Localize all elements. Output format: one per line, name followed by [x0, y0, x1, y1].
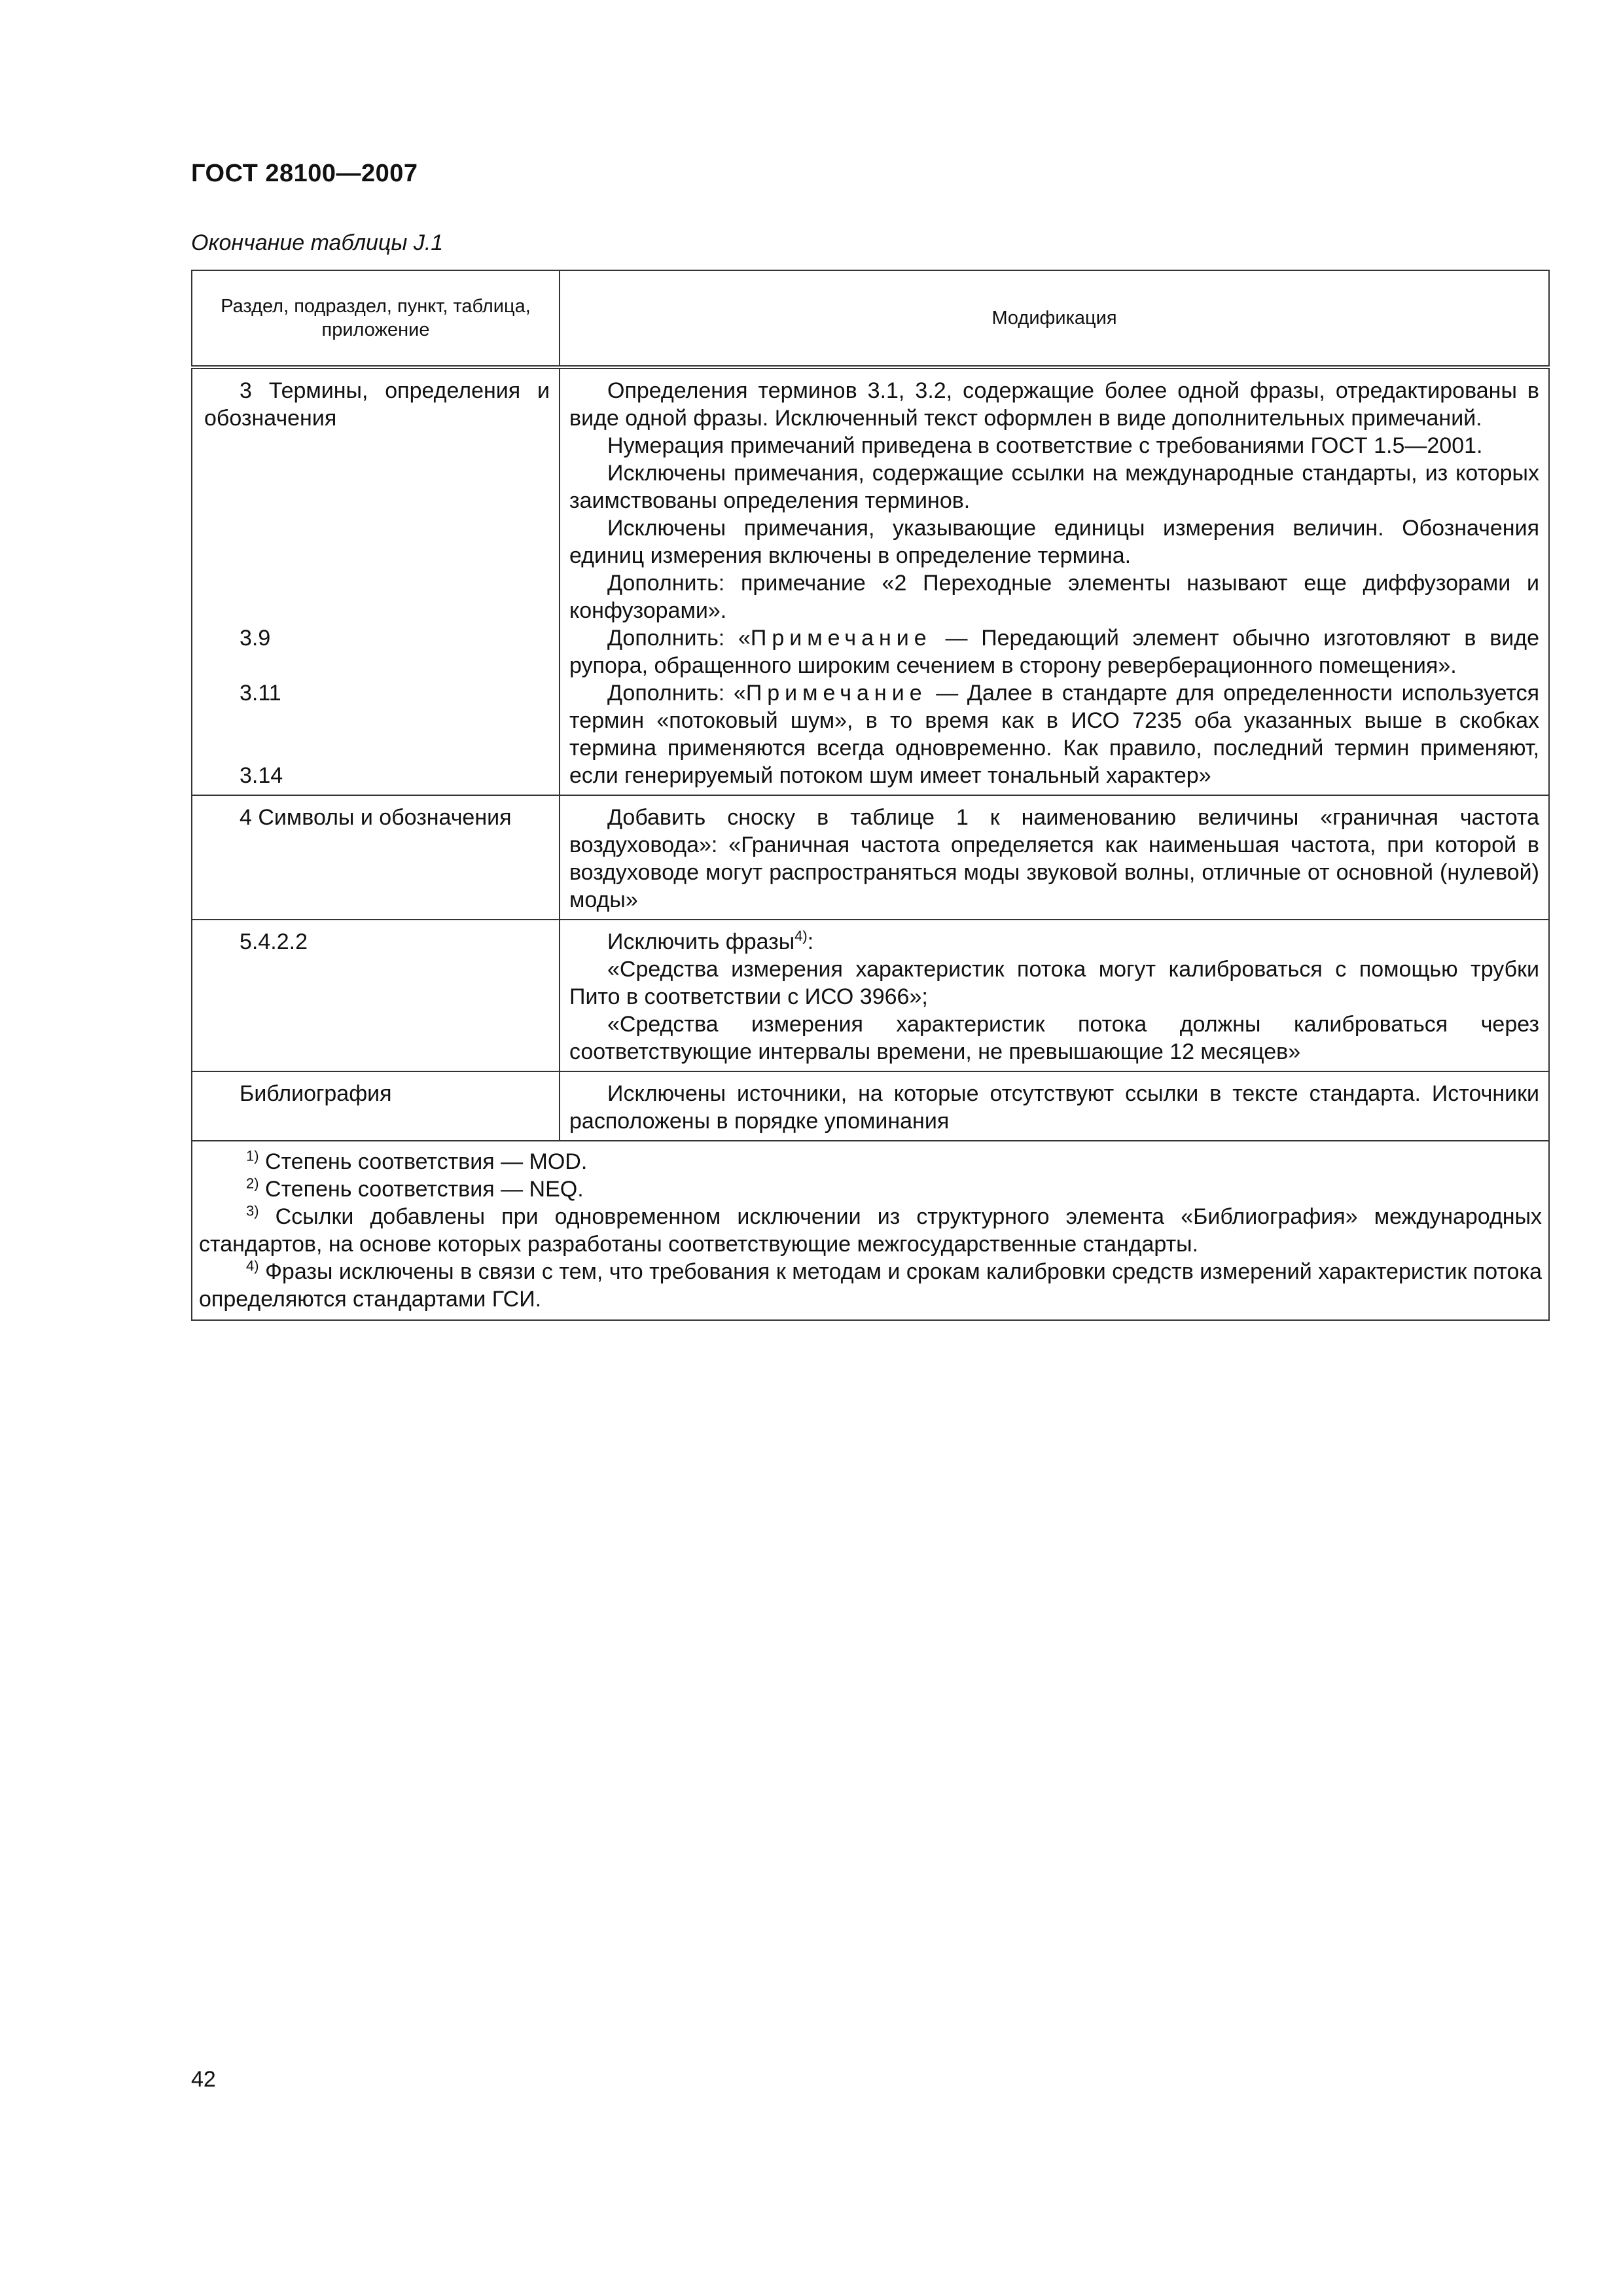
footnote-text: Ссылки добавлены при одновременном исключении из структурного элемента «Библиография» международных стандартов, на основе которых разработаны соответствующие межгосударственные стандарты. — [199, 1204, 1542, 1257]
spacer — [204, 707, 550, 762]
text: Исключить фразы — [607, 929, 795, 954]
modification-paragraph — [569, 679, 1539, 789]
item-label: 3.9 — [240, 626, 271, 651]
text: — Передающий элемент обычно изготовляют в виде рупора, обращенного широким сечением в сторону реверберационного помещения». — [569, 626, 1539, 678]
footnote-text: Фразы исключены в связи с тем, что требования к методам и срокам калибровки средств измерений характеристик потока определяются стандартами ГСИ. — [199, 1259, 1542, 1312]
column-header-section: Раздел, подраздел, пункт, таблица, приложение — [192, 270, 560, 367]
modifications-table — [191, 270, 1550, 1321]
modification-paragraph: Исключены примечания, содержащие ссылки на международные стандарты, из которых заимствованы определения терминов. — [569, 461, 1539, 513]
row-modification-cell — [560, 1071, 1549, 1141]
row-modification-cell — [560, 795, 1549, 920]
footnote-mark: 3) — [246, 1202, 259, 1219]
note-word: Примечание — [750, 626, 932, 651]
modification-paragraph: «Средства измерения характеристик потока могут калиброваться с помощью трубки Пито в соответствии с ИСО 3966»; — [569, 957, 1539, 1009]
footnote — [199, 1175, 1542, 1203]
footnotes-row — [192, 1141, 1549, 1320]
modification-paragraph: Определения терминов 3.1, 3.2, содержащие более одной фразы, отредактированы в виде одной фразы. Исключенный текст оформлен в виде дополнительных примечаний. — [569, 378, 1539, 431]
row-section-cell — [192, 367, 560, 795]
table-caption: Окончание таблицы J.1 — [191, 230, 444, 255]
section-label: 4 Символы и обозначения — [240, 805, 512, 830]
spacer — [204, 432, 550, 624]
row-modification-cell — [560, 367, 1549, 795]
table-row — [192, 795, 1549, 920]
row-section-cell — [192, 920, 560, 1071]
text: Дополнить: « — [607, 626, 751, 651]
column-header-modification: Модификация — [560, 270, 1549, 367]
footnote-text: Степень соответствия — NEQ. — [259, 1177, 584, 1202]
spacer — [204, 652, 550, 679]
table-row — [192, 1071, 1549, 1141]
section-label: 5.4.2.2 — [240, 929, 308, 954]
modification-paragraph — [569, 928, 1539, 956]
footnote — [199, 1148, 1542, 1175]
modification-paragraph: Исключены примечания, указывающие единицы измерения величин. Обозначения единиц измерения включены в определение термина. — [569, 516, 1539, 568]
modification-paragraph: Добавить сноску в таблице 1 к наименованию величины «граничная частота воздуховода»: «Граничная частота определяется как наименьшая частота, при которой в воздуховоде могут распространяться моды звуковой волны, отличные от основной (нулевой) моды» — [569, 805, 1539, 912]
row-modification-cell — [560, 920, 1549, 1071]
table-row — [192, 367, 1549, 795]
text: : — [807, 929, 814, 954]
section-label: Библиография — [240, 1081, 392, 1106]
table-row — [192, 920, 1549, 1071]
modification-paragraph: Дополнить: примечание «2 Переходные элементы называют еще диффузорами и конфузорами». — [569, 571, 1539, 623]
footnote-ref: 4) — [794, 927, 808, 944]
section-label: 3 Термины, определения и обозначения — [204, 378, 550, 431]
table-header-row — [192, 270, 1549, 367]
text: — Далее в стандарте для определенности используется термин «потоковый шум», в то время как в ИСО 7235 оба указанных выше в скобках термина применяются всегда одновременно. Как правило, последний термин применяют, если генерируемый потоком шум имеет тональный характер» — [569, 681, 1539, 788]
note-word: Примечание — [745, 681, 927, 706]
row-section-cell — [192, 1071, 560, 1141]
modification-paragraph — [569, 624, 1539, 679]
modification-paragraph: Исключены источники, на которые отсутствуют ссылки в тексте стандарта. Источники расположены в порядке упоминания — [569, 1081, 1539, 1134]
footnote-mark: 1) — [246, 1147, 259, 1164]
row-section-cell — [192, 795, 560, 920]
item-label: 3.11 — [240, 681, 281, 706]
footnote-mark: 4) — [246, 1257, 259, 1274]
item-label: 3.14 — [240, 763, 283, 788]
footnote — [199, 1258, 1542, 1313]
document-code: ГОСТ 28100—2007 — [191, 160, 418, 187]
footnote-text: Степень соответствия — MOD. — [259, 1149, 588, 1174]
modification-paragraph: «Средства измерения характеристик потока должны калиброваться через соответствующие интервалы времени, не превышающие 12 месяцев» — [569, 1012, 1539, 1064]
footnote — [199, 1203, 1542, 1258]
page-number: 42 — [191, 2067, 216, 2092]
footnotes-cell — [192, 1141, 1549, 1320]
modification-paragraph: Нумерация примечаний приведена в соответствие с требованиями ГОСТ 1.5—2001. — [607, 433, 1483, 458]
text: Дополнить: « — [607, 681, 746, 706]
footnote-mark: 2) — [246, 1175, 259, 1192]
